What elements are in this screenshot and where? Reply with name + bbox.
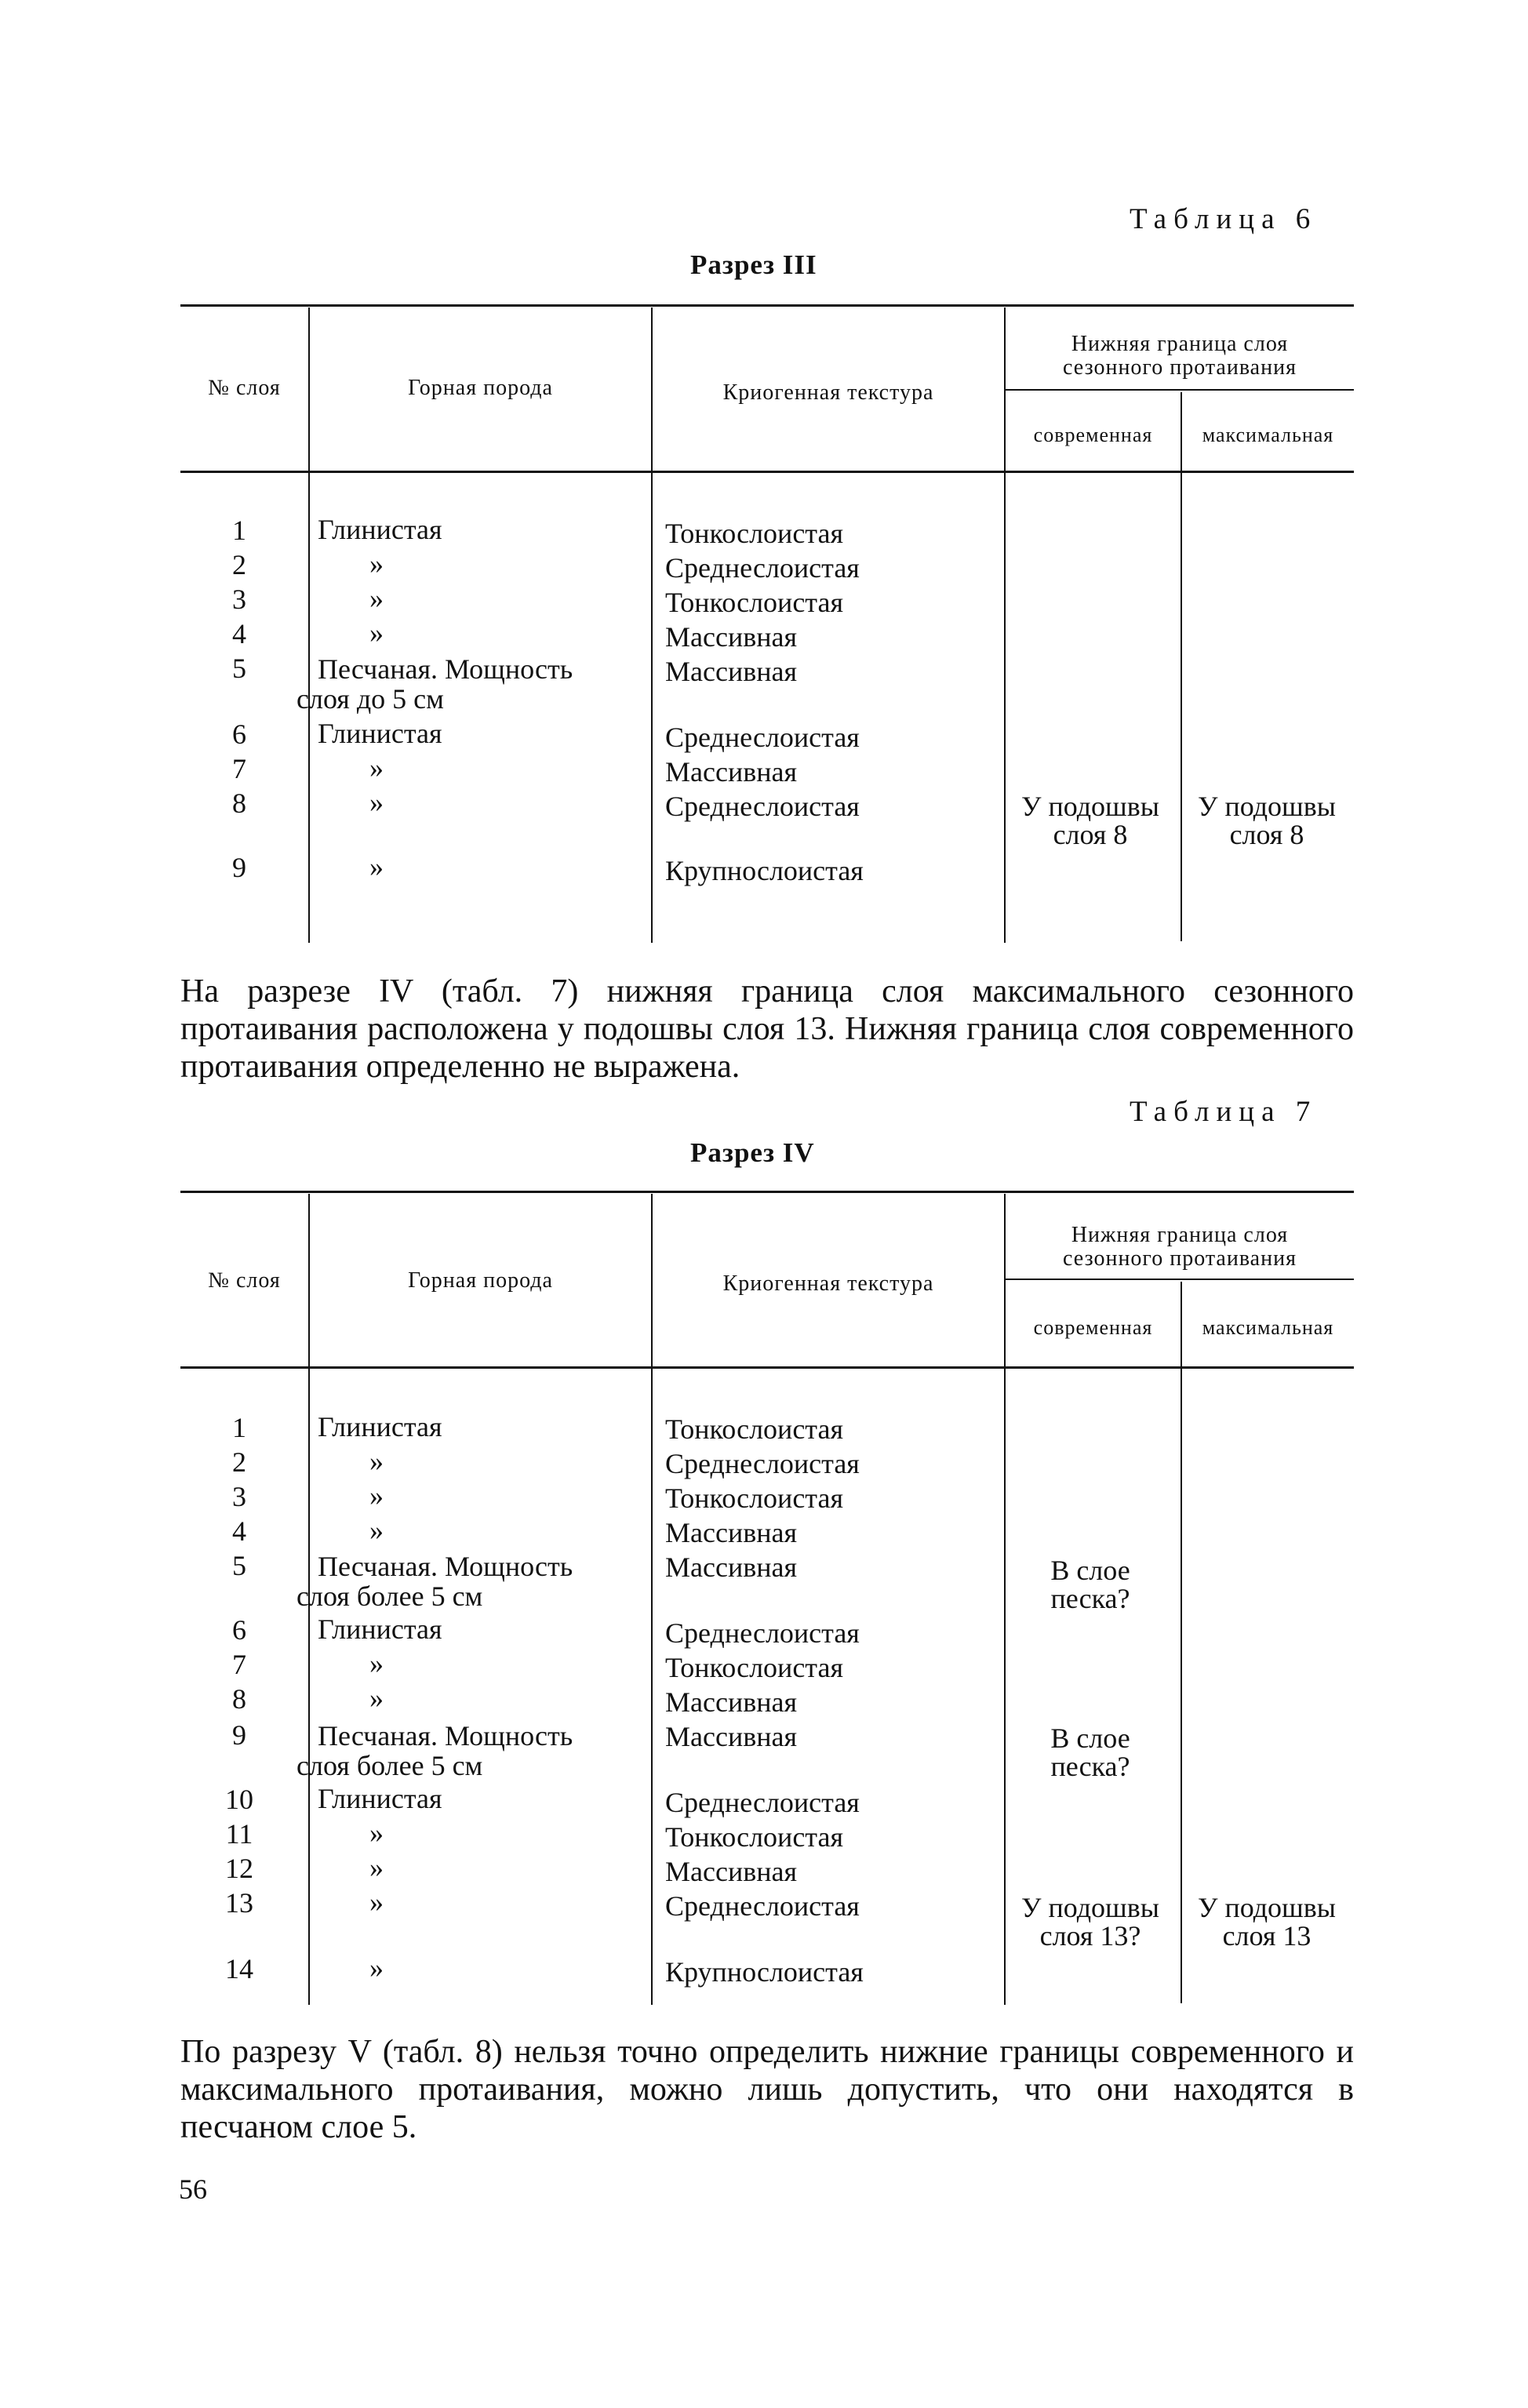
table6-row-texture: Среднеслоистая [665, 791, 860, 822]
table7-row-texture: Тонкослоистая [665, 1652, 844, 1683]
table7-row-num: 7 [232, 1649, 246, 1680]
ditto-mark: » [369, 851, 384, 882]
ditto-mark: » [369, 548, 384, 580]
table7-row-num: 9 [232, 1719, 246, 1751]
table7-header-texture: Криогенная текстура [722, 1271, 934, 1296]
ditto-mark: » [369, 1515, 384, 1546]
table6-header-num: № слоя [208, 376, 281, 400]
table7-row-texture: Крупнослоистая [665, 1956, 864, 1988]
table7-row-rock-line1: Песчаная. Мощность [318, 1720, 573, 1751]
table7-row-num: 6 [232, 1614, 246, 1646]
table7-row-num: 5 [232, 1550, 246, 1581]
table6-row-texture: Среднеслоистая [665, 722, 860, 753]
ditto-mark: » [369, 787, 384, 818]
ditto-mark: » [369, 1446, 384, 1477]
table7-row-current-line2: песка? [1050, 1583, 1130, 1614]
table6-row-texture: Массивная [665, 756, 798, 788]
table7-header-boundary-line1: Нижняя граница слоя [1071, 1223, 1289, 1247]
table7-row-rock-line2: слоя более 5 см [297, 1750, 483, 1781]
table7-row-rock [297, 1720, 660, 1781]
table6-row-num: 4 [232, 618, 246, 649]
table6-row-current-line1: У подошвы [1021, 791, 1159, 822]
table7-row-num: 11 [225, 1818, 253, 1850]
table6-row-rock-line1: Песчаная. Мощность [318, 653, 573, 685]
table7-row-rock: Глинистая [318, 1613, 442, 1645]
table6-row-current [1008, 792, 1173, 849]
table7-row-current-line1: В слое [1050, 1555, 1130, 1586]
ditto-mark: » [369, 1480, 384, 1511]
table6-row-maximum-line2: слоя 8 [1229, 819, 1304, 850]
table7-row-current [1008, 1556, 1173, 1613]
table6-row-texture: Массивная [665, 621, 798, 653]
table7-row-rock-line1: Песчаная. Мощность [318, 1551, 573, 1582]
table6-row-num: 9 [232, 852, 246, 883]
table6-divider [1181, 392, 1182, 941]
table7-row-texture: Массивная [665, 1686, 798, 1718]
table7-row-maximum-line1: У подошвы [1198, 1892, 1336, 1923]
table6-header-texture: Криогенная текстура [722, 380, 934, 405]
ditto-mark: » [369, 1648, 384, 1679]
table7-row-current [1008, 1893, 1173, 1950]
table7-row-texture: Среднеслоистая [665, 1617, 860, 1649]
table6-row-texture: Массивная [665, 656, 798, 687]
paragraph-2: По разрезу V (табл. 8) нельзя точно определить нижние границы современного и максимального протаивания, можно лишь допустить, что они находятся в песчаном слое 5. [180, 2034, 1354, 2145]
ditto-mark: » [369, 752, 384, 784]
table7-row-current-line1: У подошвы [1021, 1892, 1159, 1923]
table7-row-rock [318, 1446, 647, 1476]
table6-row-current-line2: слоя 8 [1053, 819, 1128, 850]
table6-row-texture: Тонкослоистая [665, 518, 844, 549]
table7-row-texture: Среднеслоистая [665, 1787, 860, 1818]
table7-header-num: № слоя [208, 1268, 281, 1293]
table7-row-current [1008, 1724, 1173, 1781]
table7-row-rock [318, 1515, 647, 1545]
table7-caption: Таблица 7 [1130, 1096, 1318, 1128]
table7-header-rule [180, 1366, 1354, 1369]
table7-row-num: 4 [232, 1515, 246, 1547]
ditto-mark: » [369, 1817, 384, 1849]
table7-row-maximum [1184, 1893, 1349, 1950]
table6-row-texture: Тонкослоистая [665, 587, 844, 618]
table7-row-num: 13 [225, 1887, 253, 1919]
ditto-mark: » [369, 617, 384, 649]
table7-header-boundary [1006, 1224, 1354, 1271]
table7-row-rock [318, 1818, 647, 1848]
table7-row-texture: Массивная [665, 1721, 798, 1752]
ditto-mark: » [369, 583, 384, 614]
table6-row-num: 5 [232, 653, 246, 684]
table7-row-current-line1: В слое [1050, 1722, 1130, 1754]
table6-row-rock [318, 549, 647, 579]
table6-row-num: 2 [232, 549, 246, 580]
table7-row-texture: Тонкослоистая [665, 1413, 844, 1445]
table7-row-rock [318, 1481, 647, 1511]
table7-row-rock [318, 1649, 647, 1679]
table6-header-current: современная [1033, 424, 1153, 446]
table6-caption: Таблица 6 [1130, 203, 1318, 235]
page-number: 56 [179, 2173, 207, 2205]
table6-title: Разрез III [690, 249, 817, 280]
table6-row-num: 6 [232, 718, 246, 750]
table6-header-rock: Горная порода [408, 376, 553, 400]
table6-row-rock [297, 653, 660, 715]
table6-row-rock [318, 788, 647, 817]
table6-header-rule [180, 471, 1354, 473]
table6-row-maximum-line1: У подошвы [1198, 791, 1336, 822]
table7-subheader-rule [1006, 1279, 1354, 1280]
table7-row-maximum-line2: слоя 13 [1222, 1920, 1312, 1951]
table6-row-rock: Глинистая [318, 718, 442, 749]
table7-title: Разрез IV [690, 1137, 815, 1168]
table7-row-num: 12 [225, 1853, 253, 1884]
table7-row-rock [297, 1551, 660, 1612]
table7-row-current-line2: песка? [1050, 1751, 1130, 1782]
ditto-mark: » [369, 1852, 384, 1883]
table7-row-texture: Массивная [665, 1856, 798, 1887]
ditto-mark: » [369, 1952, 384, 1984]
table7-row-current-line2: слоя 13? [1039, 1920, 1141, 1951]
table7-header-current: современная [1033, 1316, 1153, 1339]
table6-row-num: 8 [232, 788, 246, 819]
table7-row-rock [318, 1683, 647, 1713]
table6-row-num: 7 [232, 753, 246, 784]
table6-row-rock [318, 852, 647, 882]
table7-row-num: 3 [232, 1481, 246, 1512]
table6-top-rule [180, 304, 1354, 307]
table6-row-maximum [1184, 792, 1349, 849]
table7-row-rock: Глинистая [318, 1783, 442, 1814]
table7-top-rule [180, 1191, 1354, 1193]
table7-row-rock [318, 1953, 647, 1983]
table7-header-boundary-line2: сезонного протаивания [1063, 1246, 1297, 1271]
table6-header-boundary-line1: Нижняя граница слоя [1071, 332, 1289, 356]
table7-row-rock-line2: слоя более 5 см [297, 1580, 483, 1612]
paragraph-1: На разрезе IV (табл. 7) нижняя граница слоя максимального сезонного протаивания расположена у подошвы слоя 13. Нижняя граница слоя современного протаивания определенно не выражена. [180, 973, 1354, 1085]
table6-header-boundary [1006, 333, 1354, 380]
table6-row-rock [318, 618, 647, 648]
table7-row-rock [318, 1853, 647, 1882]
table7-divider [1181, 1282, 1182, 2003]
table6-divider [308, 307, 310, 943]
ditto-mark: » [369, 1886, 384, 1918]
table6-row-texture: Среднеслоистая [665, 552, 860, 584]
table7-row-texture: Тонкослоистая [665, 1821, 844, 1853]
table7-row-rock [318, 1887, 647, 1917]
ditto-mark: » [369, 1682, 384, 1714]
table6-row-rock: Глинистая [318, 514, 442, 545]
table6-row-num: 1 [232, 515, 246, 546]
table7-row-texture: Тонкослоистая [665, 1482, 844, 1514]
table7-row-num: 1 [232, 1412, 246, 1443]
table7-row-num: 8 [232, 1683, 246, 1715]
table6-divider [1004, 307, 1006, 943]
table7-row-texture: Массивная [665, 1551, 798, 1583]
table6-row-rock [318, 584, 647, 613]
table7 [180, 1184, 1354, 2008]
table7-header-rock: Горная порода [408, 1268, 553, 1293]
table7-row-texture: Среднеслоистая [665, 1448, 860, 1479]
table6-header-boundary-line2: сезонного протаивания [1063, 355, 1297, 380]
table6-subheader-rule [1006, 389, 1354, 391]
table7-row-num: 14 [225, 1953, 253, 1984]
table6-header-maximum: максимальная [1202, 424, 1334, 446]
table6-row-rock-line2: слоя до 5 см [297, 683, 444, 715]
table7-row-rock: Глинистая [318, 1411, 442, 1442]
table7-row-texture: Среднеслоистая [665, 1890, 860, 1922]
table6-row-rock [318, 753, 647, 783]
table7-row-num: 2 [232, 1446, 246, 1478]
table7-row-num: 10 [225, 1784, 253, 1815]
table7-row-texture: Массивная [665, 1517, 798, 1548]
table6-row-num: 3 [232, 584, 246, 615]
table6-row-texture: Крупнослоистая [665, 855, 864, 886]
table7-header-maximum: максимальная [1202, 1316, 1334, 1339]
table6 [180, 298, 1354, 957]
